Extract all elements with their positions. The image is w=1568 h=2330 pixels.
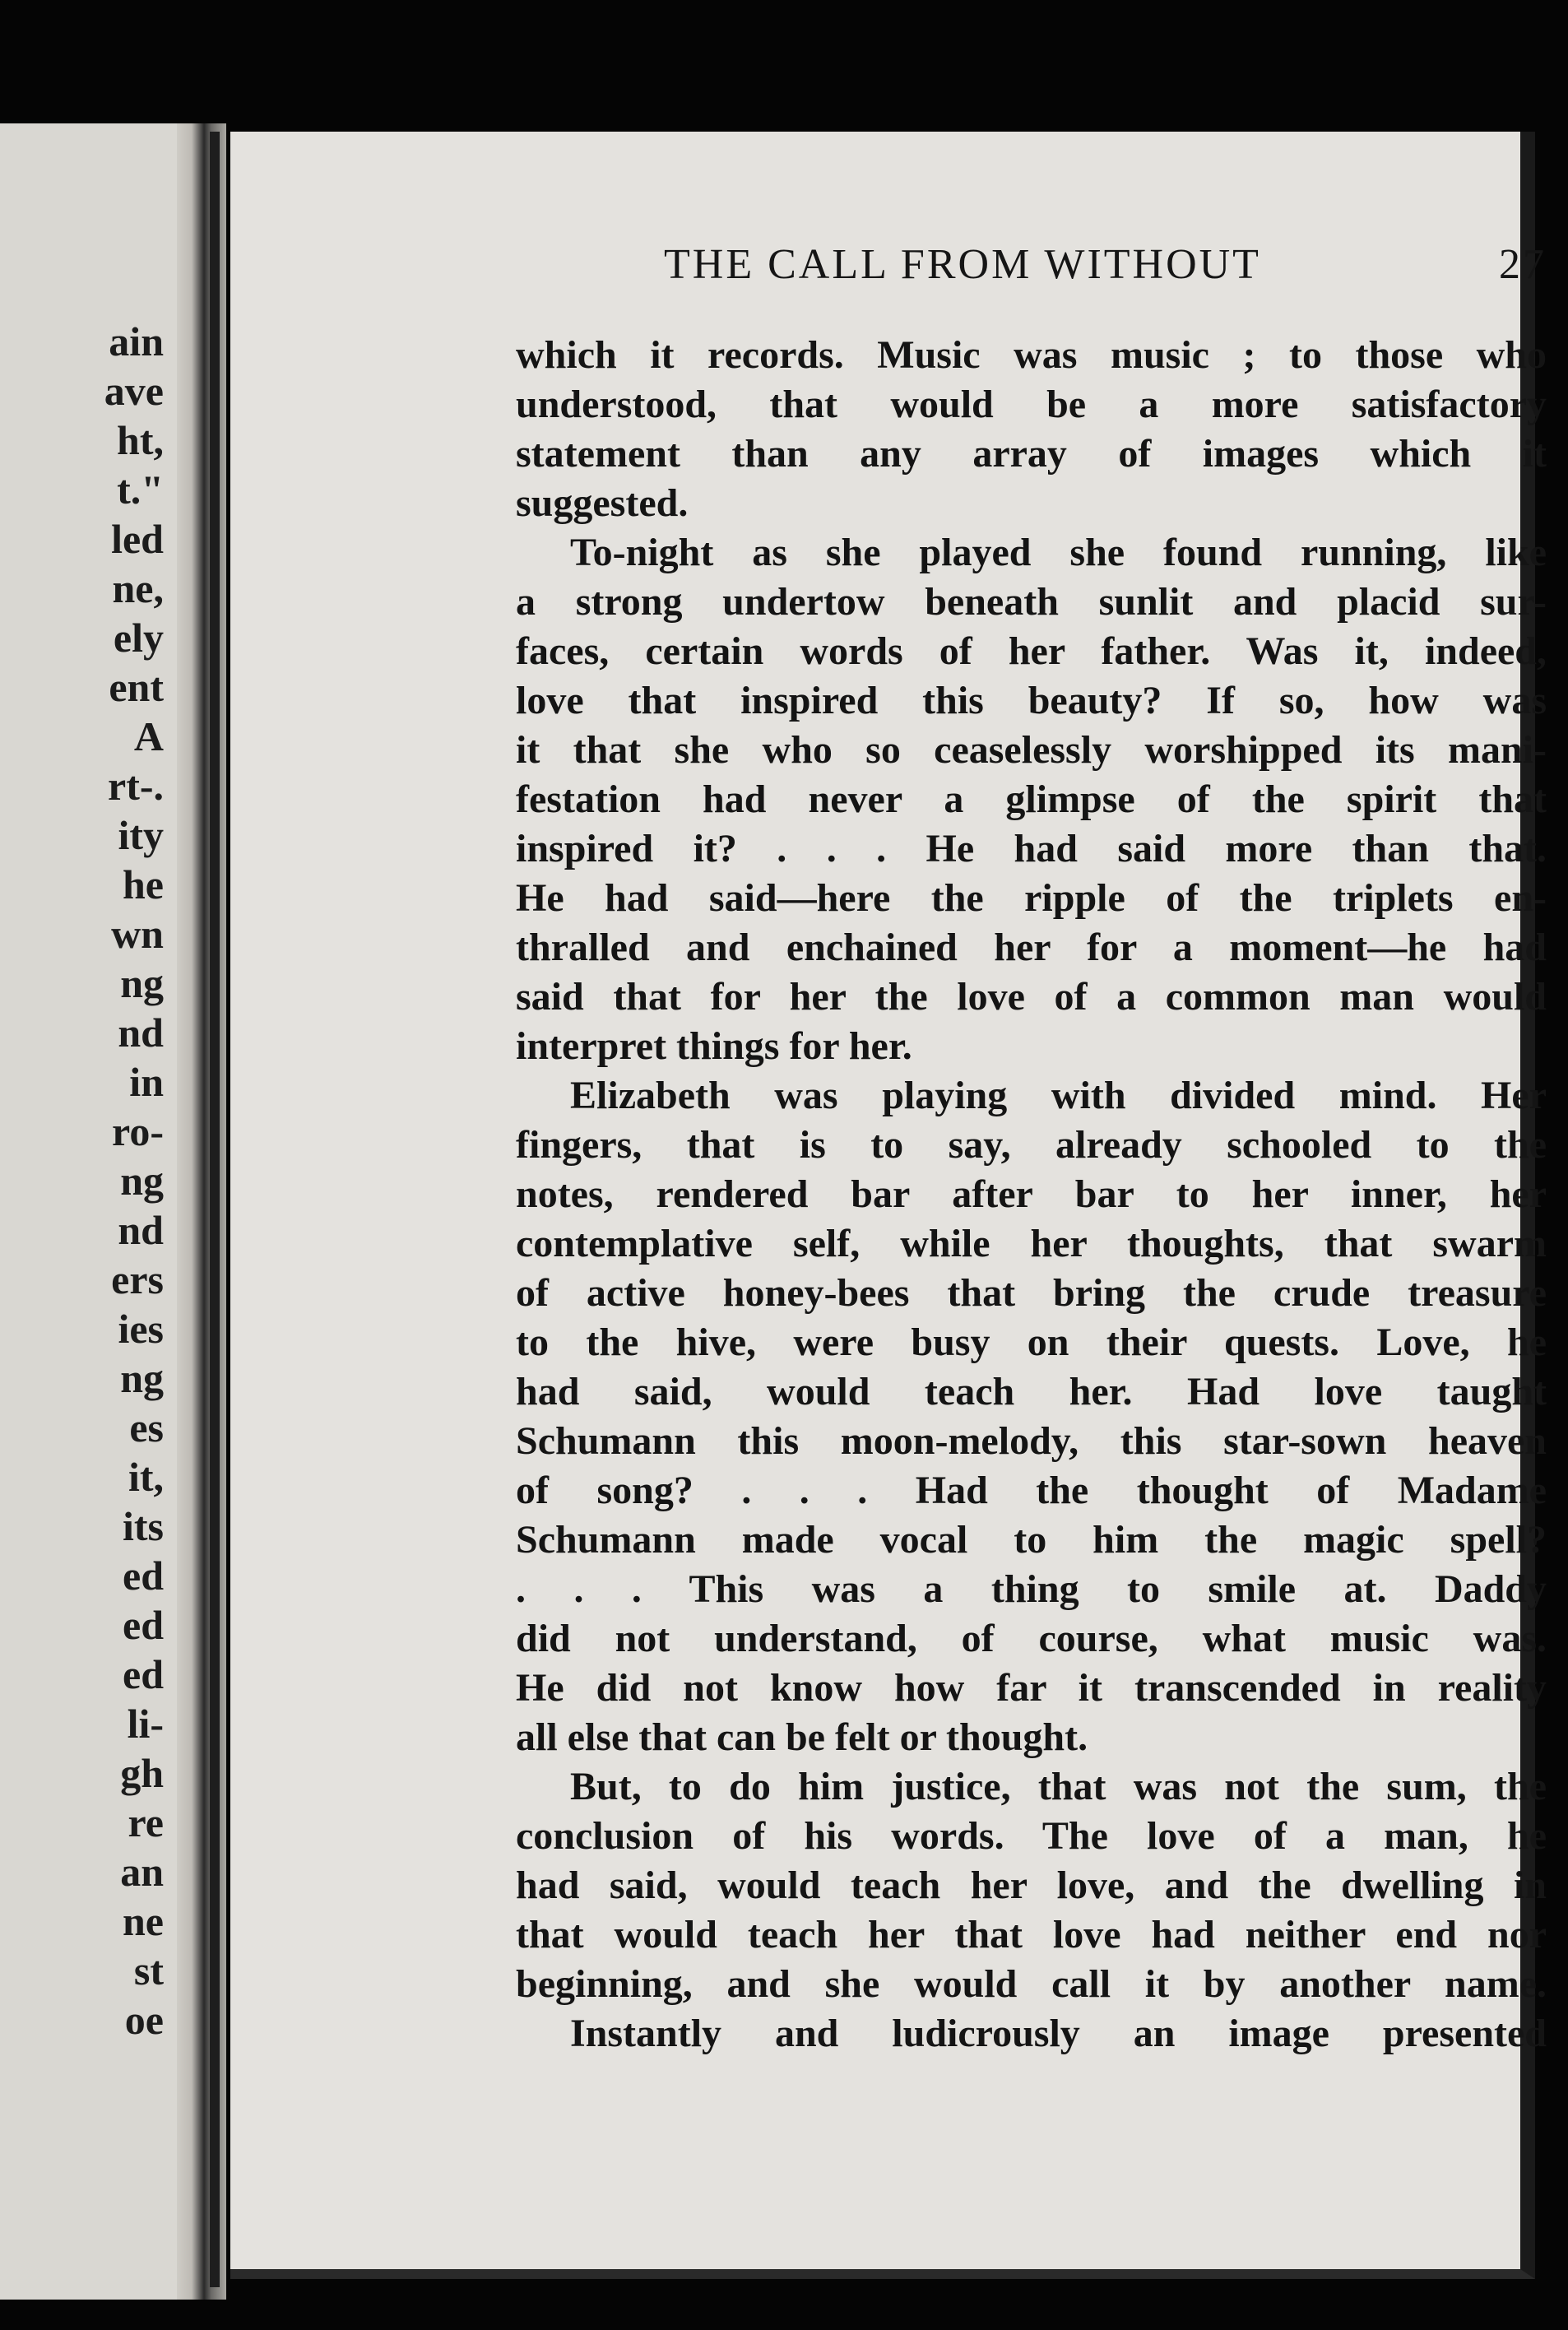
left-page-fragment: ely (113, 615, 164, 661)
left-page-fragment: re (128, 1799, 164, 1845)
text-line: To-night as she played she found running, like (570, 531, 1547, 574)
text-line: all else that can be felt or thought. (516, 1715, 1088, 1759)
right-page (230, 132, 1547, 2279)
text-line: But, to do him justice, that was not the sum, the (570, 1765, 1547, 1808)
text-line: of song? . . . Had the thought of Madame (516, 1469, 1547, 1512)
text-line: a strong undertow beneath sunlit and placid sur- (516, 580, 1547, 624)
left-page-fragment: st (133, 1947, 164, 1993)
text-line: understood, that would be a more satisfactory (516, 383, 1547, 426)
text-line: of active honey-bees that bring the crude treasure (516, 1271, 1547, 1315)
left-page-fragment: ave (104, 368, 164, 414)
text-line: statement than any array of images which it (516, 432, 1547, 476)
text-line: He did not know how far it transcended in reality (516, 1666, 1547, 1710)
text-line: Schumann this moon-melody, this star-sown heaven (516, 1419, 1547, 1463)
gutter-shadow (210, 132, 220, 2287)
left-page-fragment: in (129, 1059, 164, 1105)
text-line: Schumann made vocal to him the magic spell? (516, 1518, 1547, 1562)
running-head-title: THE CALL FROM WITHOUT (664, 241, 1261, 288)
left-page-fragment: es (129, 1404, 164, 1450)
left-page-fragment: ity (118, 812, 164, 858)
left-page-fragment: gh (120, 1750, 164, 1796)
text-line: notes, rendered bar after bar to her inner, her (516, 1172, 1547, 1216)
left-page-fragment: he (123, 861, 164, 907)
left-page-fragment: ne (123, 1898, 164, 1944)
left-page-fragment: wn (111, 911, 164, 957)
left-page-fragment: ies (118, 1306, 164, 1352)
text-line: He had said—here the ripple of the triplets en- (516, 876, 1547, 920)
text-line: it that she who so ceaselessly worshipped its mani- (516, 728, 1547, 772)
left-facing-page (0, 123, 177, 2300)
left-page-fragment: ng (120, 1158, 164, 1204)
left-page-fragment: ro- (112, 1108, 164, 1154)
left-page-fragment: an (120, 1849, 164, 1895)
left-page-fragment: ne, (112, 565, 164, 611)
left-page-fragment: nd (118, 1010, 164, 1056)
text-line: conclusion of his words. The love of a man, he (516, 1814, 1547, 1858)
left-page-fragment: ain (109, 318, 164, 364)
left-page-fragment: nd (118, 1207, 164, 1253)
text-line: to the hive, were busy on their quests. Love, he (516, 1320, 1547, 1364)
left-page-fragment: it, (128, 1454, 164, 1500)
text-line: love that inspired this beauty? If so, how was (516, 679, 1547, 722)
left-page-fragment: led (111, 516, 164, 562)
text-line: did not understand, of course, what music was. (516, 1617, 1547, 1660)
text-line: said that for her the love of a common man would (516, 975, 1547, 1019)
text-line: that would teach her that love had neither end nor (516, 1913, 1547, 1956)
left-page-fragment: ed (123, 1602, 164, 1648)
text-line: . . . This was a thing to smile at. Daddy (516, 1567, 1547, 1611)
text-line: interpret things for her. (516, 1024, 912, 1068)
left-page-fragment: ed (123, 1553, 164, 1599)
text-line: which it records. Music was music ; to those who (516, 333, 1547, 377)
text-line: had said, would teach her. Had love taught (516, 1370, 1547, 1413)
text-line: inspired it? . . . He had said more than that. (516, 827, 1547, 870)
running-head (516, 240, 1547, 298)
text-line: Instantly and ludicrously an image presented (570, 2012, 1547, 2055)
left-page-fragment: A (133, 713, 164, 759)
left-page-fragment: t." (117, 466, 164, 513)
left-page-fragment: ers (111, 1256, 164, 1302)
left-page-fragment: its (123, 1503, 164, 1549)
text-line: fingers, that is to say, already schooled to the (516, 1123, 1547, 1167)
text-line: faces, certain words of her father. Was it, indeed, (516, 629, 1547, 673)
text-line: thralled and enchained her for a moment—he had (516, 926, 1547, 969)
left-page-fragment: ent (109, 664, 164, 710)
left-page-fragment: li- (127, 1701, 164, 1747)
text-line: Elizabeth was playing with divided mind. Her (570, 1074, 1547, 1117)
text-line: had said, would teach her love, and the dwelling in (516, 1864, 1547, 1907)
left-page-fragment: ng (120, 1355, 164, 1401)
left-page-fragment: ed (123, 1651, 164, 1697)
left-page-fragment: ht, (117, 417, 164, 463)
text-line: beginning, and she would call it by another name. (516, 1962, 1547, 2006)
left-page-fragment: oe (124, 1997, 164, 2043)
text-line: suggested. (516, 481, 689, 525)
left-page-fragment: ng (120, 960, 164, 1006)
text-line: contemplative self, while her thoughts, that swarm (516, 1222, 1547, 1265)
left-page-fragment: rt-. (108, 763, 164, 809)
text-line: festation had never a glimpse of the spirit that (516, 777, 1547, 821)
page-number: 27 (1499, 241, 1547, 288)
